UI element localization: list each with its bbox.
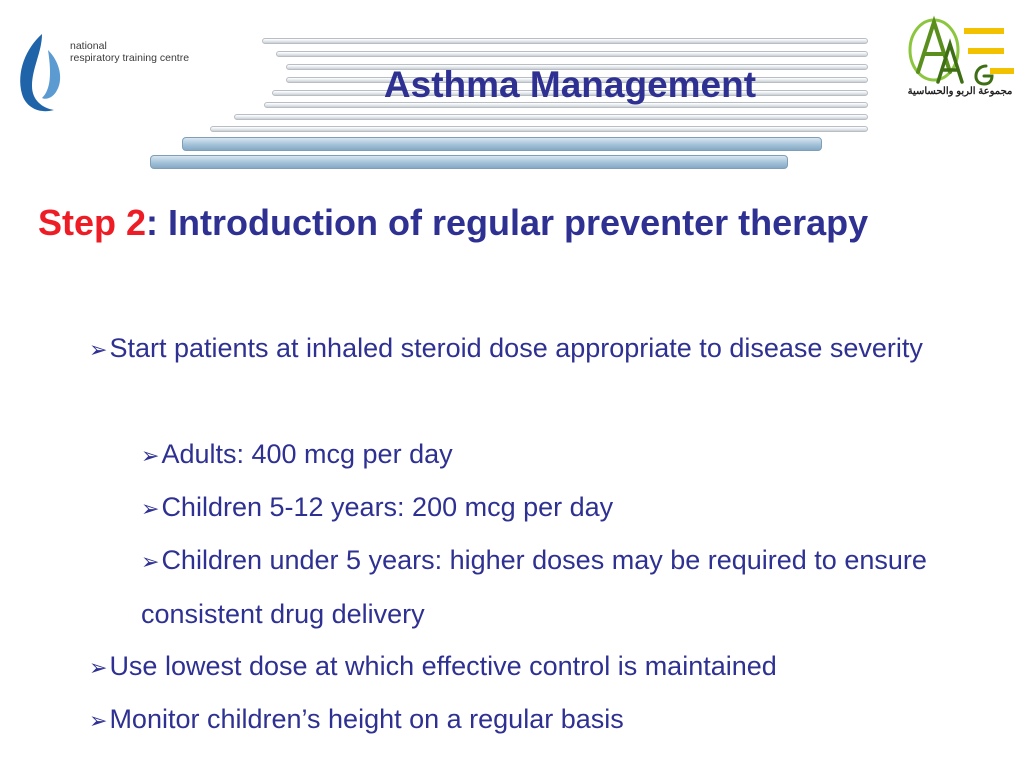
asthma-allergy-group-logo [904, 14, 1016, 104]
bullet-item [89, 693, 989, 747]
slide-title: Asthma Management [383, 64, 757, 105]
header-bar [262, 38, 868, 44]
bullet-item [141, 481, 1001, 535]
aag-arabic-text: مجموعة الربو والحساسية [907, 86, 1013, 97]
arrow-bullet-icon: ➢ [89, 708, 108, 733]
nrtc-logo [12, 28, 212, 118]
step-label: Step 2 [38, 202, 147, 243]
header-bar-blue [182, 137, 822, 151]
bullet-item [141, 428, 1001, 482]
bullet-item [141, 534, 1001, 641]
nrtc-logo-line2: respiratory training centre [70, 52, 190, 64]
step-title: : Introduction of regular preventer therapy [146, 202, 869, 243]
arrow-bullet-icon: ➢ [141, 443, 160, 468]
arrow-bullet-icon: ➢ [89, 655, 108, 680]
nrtc-logo-line1: national [70, 40, 107, 52]
bullet-text: Start patients at inhaled steroid dose appropriate to disease severity [109, 333, 923, 363]
bullet-item [89, 322, 989, 376]
arrow-bullet-icon: ➢ [141, 549, 160, 574]
arrow-bullet-icon: ➢ [141, 496, 160, 521]
bullet-text: Use lowest dose at which effective control is maintained [109, 651, 777, 681]
aag-monogram-icon [904, 14, 1016, 86]
arrow-bullet-icon: ➢ [89, 337, 108, 362]
bullet-text: Children 5-12 years: 200 mcg per day [161, 492, 614, 522]
bullet-text: Monitor children’s height on a regular basis [109, 704, 624, 734]
bullet-item [89, 640, 989, 694]
header-bar-blue [150, 155, 788, 169]
step-heading [38, 190, 998, 256]
nrtc-swirl-icon [12, 28, 72, 118]
bullet-text: Adults: 400 mcg per day [161, 439, 453, 469]
header-bar [276, 51, 868, 57]
header-bar [210, 126, 868, 132]
header-bar [234, 114, 868, 120]
bullet-text: Children under 5 years: higher doses may be required to ensure consistent drug delivery [141, 545, 927, 629]
